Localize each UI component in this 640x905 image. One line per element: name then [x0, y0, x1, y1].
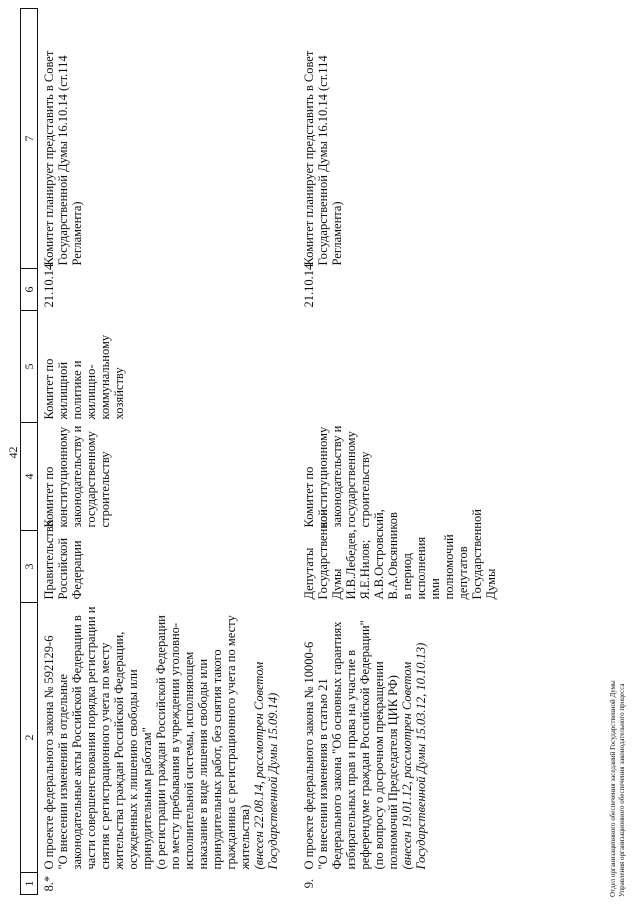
co-committee-cell: Комитет по жилищной политике и жилищно-коммунальному хозяйству — [42, 334, 126, 420]
co-committee-cell — [298, 311, 516, 423]
table-row — [298, 9, 516, 895]
column-header: 3 — [21, 531, 38, 603]
initiator-cell: Правительство Российской Федерации — [42, 520, 84, 600]
row-number: 8.* — [42, 875, 56, 892]
initiator-cell: Депутаты Государственной Думы И.В.Лебедев, Я.Е.Нилов; А.В.Островский, В.А.Овсянников в период исполнения ими полномочий депутатов Государственной Думы — [302, 509, 498, 600]
column-header: 1 — [21, 873, 38, 895]
column-header: 7 — [21, 9, 38, 269]
row-number: 9. — [302, 878, 316, 889]
bill-name: "О внесении изменения в статью 21 Федерального закона "Об основных гарантиях избирательных прав и права на участие в референдуме граждан Российской Федерации" — [316, 620, 372, 870]
column-header: 2 — [21, 603, 38, 873]
date-cell: 21.10.14 — [42, 263, 56, 308]
status-cell: Комитет планирует представить в Совет Государственной Думы 16.10.14 (ст.114 Регламента) — [42, 50, 84, 266]
status-cell: Комитет планирует представить в Совет Государственной Думы 16.10.14 (ст.114 Регламента) — [302, 50, 344, 266]
table-header-row — [21, 9, 38, 895]
table-row — [38, 9, 299, 895]
bill-note: (внесен 19.01.12, рассмотрен Советом Государственной Думы 15.03.12, 10.10.13) — [400, 642, 428, 870]
date-cell: 21.10.14 — [302, 263, 316, 308]
bill-title: О проекте федерального закона № 10000-6 — [302, 641, 316, 870]
footer-line: Отдел организационного обеспечения заседаний Государственной Думы — [609, 680, 617, 897]
committee-cell: Комитет по конституционному законодательству и государственному строительству — [302, 425, 372, 528]
bill-subtitle: (по вопросу о досрочном прекращении полномочий Председателя ЦИК РФ) — [372, 661, 400, 870]
column-header: 4 — [21, 423, 38, 531]
bill-description — [38, 603, 299, 873]
bills-table — [20, 8, 516, 895]
bill-name: "О внесении изменений в отдельные законодательные акты Российской Федерации в части совершенствования порядка регистрации и снятия с регистрационного учета по месту жительства граждан Российской Федерации, осужденных к лишению свободы или принудительным работам" — [56, 606, 154, 870]
footer-line: Управления организационного обеспечения законодательного процесса — [618, 683, 626, 897]
bill-title: О проекте федерального закона № 592129-6 — [42, 635, 56, 870]
column-header: 6 — [21, 269, 38, 311]
bill-subtitle: (о регистрации граждан Российской Федерации по месту пребывания в учреждении уголовно-исполнительной системы, исполняющем наказание в виде лишения свободы или принудительных работ, без снятия такого гражданина с регистрационного учета по месту жительства) — [154, 615, 252, 870]
column-header: 5 — [21, 311, 38, 423]
bill-description — [298, 603, 516, 873]
committee-cell: Комитет по конституционному законодательству и государственному строительству — [42, 425, 112, 528]
page-number: 42 — [6, 446, 20, 459]
bill-note: (внесен 22.08.14, рассмотрен Советом Государственной Думы 15.09.14) — [252, 661, 280, 870]
